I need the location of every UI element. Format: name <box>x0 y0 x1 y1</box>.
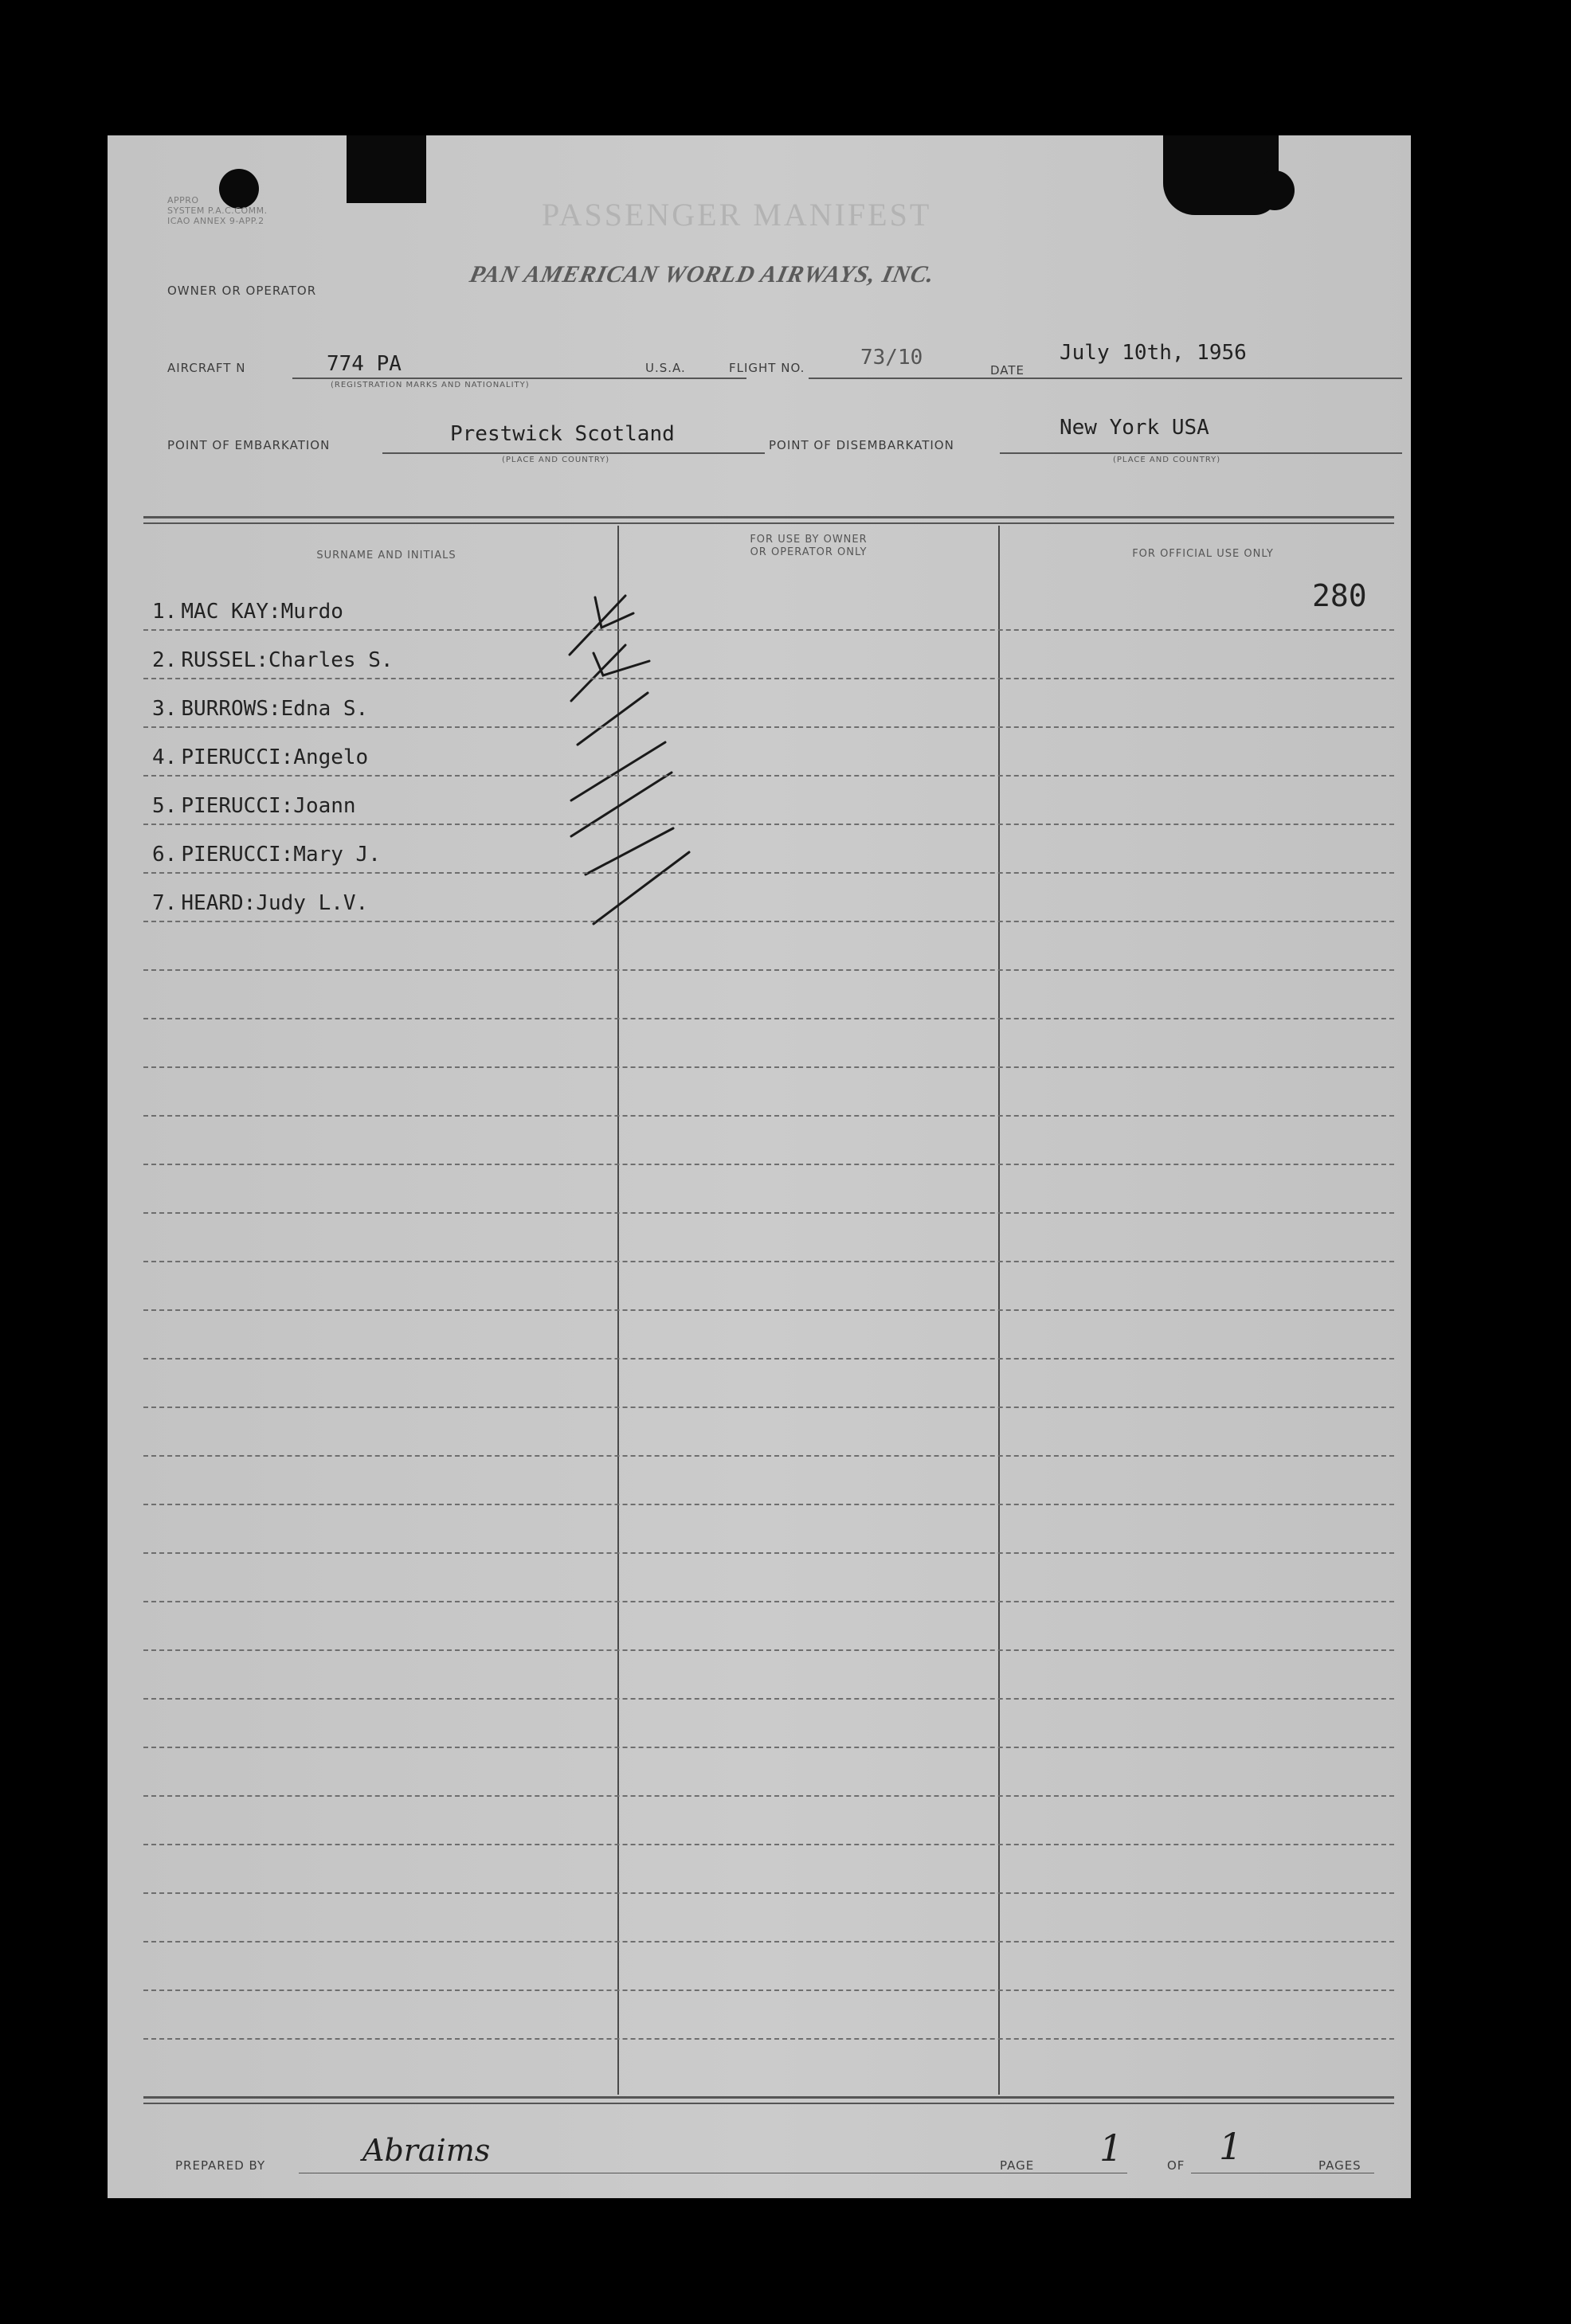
date-label: DATE <box>990 363 1025 378</box>
passenger-name: RUSSEL:Charles S. <box>181 648 394 672</box>
disembarkation-sublabel: (PLACE AND COUNTRY) <box>1113 456 1221 464</box>
prepared-by-label: PREPARED BY <box>175 2158 266 2173</box>
table-row-line <box>143 726 1394 728</box>
table-row-line <box>143 629 1394 631</box>
table-row-line <box>143 824 1394 825</box>
embarkation-label: POINT OF EMBARKATION <box>167 438 331 452</box>
prepared-by-signature: Abraims <box>362 2133 491 2168</box>
table-row-line <box>143 1601 1394 1602</box>
check-marks <box>554 581 825 1059</box>
passenger-row <box>152 843 381 867</box>
passenger-number: 4. <box>152 745 178 769</box>
flight-number: 73/10 <box>860 346 923 370</box>
embarkation-sublabel: (PLACE AND COUNTRY) <box>502 456 610 464</box>
surname-column-header: SURNAME AND INITIALS <box>316 550 456 561</box>
table-row-line <box>143 1309 1394 1311</box>
passenger-name: PIERUCCI:Joann <box>181 794 356 818</box>
flight-label: FLIGHT NO. <box>729 361 805 375</box>
punch-hole-right <box>1255 170 1295 210</box>
aircraft-sublabel: (REGISTRATION MARKS AND NATIONALITY) <box>331 381 530 389</box>
passenger-name: PIERUCCI:Mary J. <box>181 843 381 867</box>
official-use-column-header: FOR OFFICIAL USE ONLY <box>1132 548 1274 560</box>
passenger-number: 1. <box>152 600 178 624</box>
aircraft-registration: 774 PA <box>327 352 402 376</box>
table-row-line <box>143 1698 1394 1700</box>
form-title: PASSENGER MANIFEST <box>542 197 932 233</box>
passenger-name: HEARD:Judy L.V. <box>181 891 369 915</box>
table-row-line <box>143 1455 1394 1457</box>
passenger-number: 6. <box>152 843 178 867</box>
passenger-row <box>152 891 368 915</box>
pages-label: PAGES <box>1318 2158 1361 2173</box>
table-row-line <box>143 1552 1394 1554</box>
owner-use-column-header: FOR USE BY OWNER OR OPERATOR ONLY <box>750 534 868 558</box>
table-row-line <box>143 1649 1394 1651</box>
table-row-line <box>143 1504 1394 1505</box>
passenger-row <box>152 794 356 818</box>
owner-label: OWNER OR OPERATOR <box>167 284 317 298</box>
passenger-name: BURROWS:Edna S. <box>181 697 369 721</box>
table-row-line <box>143 1795 1394 1797</box>
passenger-name: PIERUCCI:Angelo <box>181 745 369 769</box>
table-row-line <box>143 1892 1394 1894</box>
passenger-number: 2. <box>152 648 178 672</box>
table-row-line <box>143 1115 1394 1117</box>
passenger-number: 7. <box>152 891 178 915</box>
owner-operator: PAN AMERICAN WORLD AIRWAYS, INC. <box>467 261 938 288</box>
usa-label: U.S.A. <box>645 361 686 375</box>
disembarkation-label: POINT OF DISEMBARKATION <box>769 438 954 452</box>
table-row-line <box>143 775 1394 777</box>
passenger-row <box>152 648 394 672</box>
table-row-line <box>143 1018 1394 1019</box>
table-row-line <box>143 872 1394 874</box>
table-row-line <box>143 1066 1394 1068</box>
page-number: 1 <box>1099 2126 1123 2169</box>
embarkation-place: Prestwick Scotland <box>450 422 675 446</box>
page-label: PAGE <box>1000 2158 1035 2173</box>
table-row-line <box>143 1261 1394 1262</box>
of-label: OF <box>1167 2158 1185 2173</box>
passenger-row <box>152 745 368 769</box>
table-row-line <box>143 1941 1394 1943</box>
table-row-line <box>143 1164 1394 1165</box>
passenger-number: 3. <box>152 697 178 721</box>
approval-stamp: APPRO SYSTEM P.A.C.COMM. ICAO ANNEX 9-APP.2 <box>167 195 268 226</box>
official-number: 280 <box>1312 578 1367 613</box>
table-row-line <box>143 678 1394 679</box>
aircraft-label: AIRCRAFT N <box>167 361 246 375</box>
table-row-line <box>143 1747 1394 1748</box>
binding-clip-left <box>347 135 426 203</box>
table-row-line <box>143 1844 1394 1845</box>
table-row-line <box>143 921 1394 922</box>
table-row-line <box>143 1407 1394 1408</box>
disembarkation-place: New York USA <box>1060 416 1209 440</box>
passenger-name: MAC KAY:Murdo <box>181 600 343 624</box>
flight-date: July 10th, 1956 <box>1060 341 1247 365</box>
table-row-line <box>143 1358 1394 1360</box>
passenger-number: 5. <box>152 794 178 818</box>
table-row-line <box>143 1212 1394 1214</box>
table-row-line <box>143 2038 1394 2040</box>
manifest-sheet <box>108 135 1411 2198</box>
table-row-line <box>143 1989 1394 1991</box>
table-row-line <box>143 969 1394 971</box>
total-pages: 1 <box>1219 2125 1243 2168</box>
passenger-row <box>152 600 343 624</box>
passenger-row <box>152 697 368 721</box>
